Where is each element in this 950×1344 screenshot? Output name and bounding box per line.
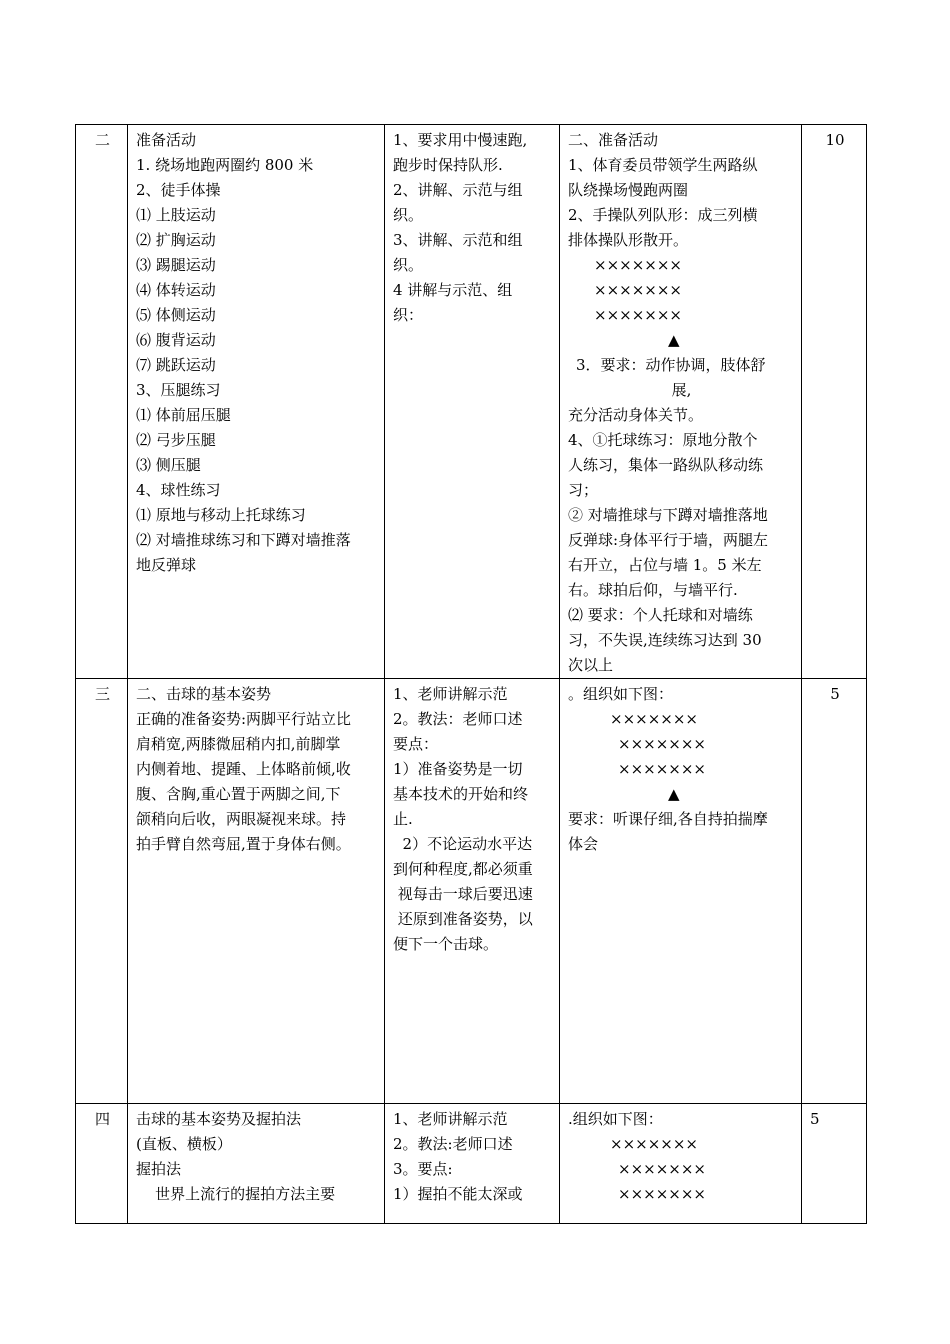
method-line: 视每击一球后要迅速 [393, 885, 533, 903]
method-line: 2。教法：老师口述 [393, 710, 523, 728]
content-line: 2、徒手体操 [136, 181, 221, 199]
org-line: ② 对墙推球与下蹲对墙推落地 [568, 506, 768, 524]
content-line: 击球的基本姿势及握拍法 [136, 1110, 302, 1128]
method-line: 1、老师讲解示范 [393, 685, 508, 703]
org-line: 4、①托球练习：原地分散个 [568, 431, 758, 449]
method-line: 跑步时保持队形. [393, 156, 503, 174]
content-line: ⑸ 体侧运动 [136, 306, 216, 324]
organization-cell [560, 679, 802, 1104]
method-line: 止. [393, 810, 413, 828]
org-line: .组织如下图： [568, 1110, 663, 1128]
method-line: 基本技术的开始和终 [393, 785, 529, 803]
time-cell: 5 [802, 679, 867, 1104]
formation-row: ××××××× [610, 1135, 698, 1153]
content-cell [128, 125, 385, 679]
content-line: ⑺ 跳跃运动 [136, 356, 216, 374]
time-cell: 10 [802, 125, 867, 679]
org-line: 次以上 [568, 656, 614, 674]
section-number: 四 [76, 1104, 128, 1224]
content-line: (直板、横板） [136, 1135, 232, 1153]
content-line: 正确的准备姿势:两脚平行站立比 [136, 710, 352, 728]
content-line: ⑹ 腹背运动 [136, 331, 216, 349]
section-number: 三 [76, 679, 128, 1104]
content-line: ⑷ 体转运动 [136, 281, 216, 299]
org-line: 体会 [568, 835, 599, 853]
method-line: 便下一个击球。 [393, 935, 499, 953]
formation-row: ××××××× [594, 281, 682, 299]
formation-row: ××××××× [594, 256, 682, 274]
formation-row: ××××××× [618, 1185, 706, 1203]
org-line: 右。球拍后仰，与墙平行. [568, 581, 738, 599]
content-line: 握拍法 [136, 1160, 182, 1178]
formation-row: ××××××× [618, 1160, 706, 1178]
method-line: 1、老师讲解示范 [393, 1110, 508, 1128]
content-line: ⑴ 体前屈压腿 [136, 406, 231, 424]
content-line: 腹、含胸,重心置于两脚之间,下 [136, 785, 341, 803]
method-line: 4 讲解与示范、组 [393, 281, 513, 299]
content-line: 颌稍向后收，两眼凝视来球。持 [136, 810, 347, 828]
org-line: 习，不失误,连续练习达到 30 [568, 631, 762, 649]
org-line: 。组织如下图： [568, 685, 674, 703]
method-line: 织： [393, 306, 424, 324]
content-line: 世界上流行的握拍方法主要 [136, 1185, 336, 1203]
method-line: 织。 [393, 256, 424, 274]
method-line: 2、讲解、示范与组 [393, 181, 523, 199]
org-line: 要求：听课仔细,各自持拍揣摩 [568, 810, 768, 828]
organization-cell [560, 125, 802, 679]
method-cell [385, 125, 560, 679]
method-line: 2）不论运动水平达 [393, 835, 533, 853]
method-cell [385, 679, 560, 1104]
org-line: 展, [671, 381, 692, 399]
section-number: 二 [76, 125, 128, 679]
formation-row: ××××××× [618, 735, 706, 753]
method-line: 3、讲解、示范和组 [393, 231, 523, 249]
formation-row: ××××××× [594, 306, 682, 324]
org-line: 右开立，占位与墙 1。5 米左 [568, 556, 762, 574]
content-cell [128, 1104, 385, 1224]
content-line: 4、球性练习 [136, 481, 221, 499]
org-line: ⑵ 要求：个人托球和对墙练 [568, 606, 753, 624]
org-line: 1、体育委员带领学生两路纵 [568, 156, 758, 174]
content-line: 肩稍宽,两膝微屈稍内扣,前脚掌 [136, 735, 341, 753]
method-line: 3。要点: [393, 1160, 453, 1178]
method-line: 1、要求用中慢速跑, [393, 131, 528, 149]
method-line: 1）握拍不能太深或 [393, 1185, 523, 1203]
org-line: 2、手操队列队形：成三列横 [568, 206, 758, 224]
time-cell: 5 [802, 1104, 867, 1224]
table-row [76, 1104, 867, 1224]
method-line: 到何种程度,都必须重 [393, 860, 533, 878]
content-line: ⑶ 踢腿运动 [136, 256, 216, 274]
org-line: 人练习，集体一路纵队移动练 [568, 456, 764, 474]
method-line: 要点： [393, 735, 439, 753]
content-line: 准备活动 [136, 131, 197, 149]
org-line: 充分活动身体关节。 [568, 406, 704, 424]
formation-row: ××××××× [610, 710, 698, 728]
table-row [76, 679, 867, 1104]
org-line: 队绕操场慢跑两圈 [568, 181, 689, 199]
org-line: 二、准备活动 [568, 131, 659, 149]
content-line: 3、压腿练习 [136, 381, 221, 399]
content-line: ⑵ 扩胸运动 [136, 231, 216, 249]
content-line: 1. 绕场地跑两圈约 800 米 [136, 156, 314, 174]
formation-row: ××××××× [618, 760, 706, 778]
method-line: 2。教法:老师口述 [393, 1135, 513, 1153]
method-line: 1）准备姿势是一切 [393, 760, 523, 778]
method-line: 还原到准备姿势，以 [393, 910, 533, 928]
content-line: ⑵ 弓步压腿 [136, 431, 216, 449]
content-line: 内侧着地、提踵、上体略前倾,收 [136, 760, 351, 778]
org-line: 习； [568, 481, 599, 499]
content-line: ⑶ 侧压腿 [136, 456, 201, 474]
content-line: 拍手臂自然弯屈,置于身体右侧。 [136, 835, 351, 853]
org-line: 反弹球:身体平行于墙，两腿左 [568, 531, 769, 549]
content-line: ⑵ 对墙推球练习和下蹲对墙推落 [136, 531, 351, 549]
content-line: 地反弹球 [136, 556, 197, 574]
table-row [76, 125, 867, 679]
lesson-plan-table [75, 124, 867, 1224]
method-line: 织。 [393, 206, 424, 224]
content-line: ⑴ 上肢运动 [136, 206, 216, 224]
organization-cell [560, 1104, 802, 1224]
teacher-triangle-icon: ▲ [668, 785, 680, 803]
method-cell [385, 1104, 560, 1224]
org-line: 排体操队形散开。 [568, 231, 689, 249]
content-line: 二、击球的基本姿势 [136, 685, 272, 703]
content-cell [128, 679, 385, 1104]
teacher-triangle-icon: ▲ [668, 331, 680, 349]
content-line: ⑴ 原地与移动上托球练习 [136, 506, 306, 524]
org-line: 3．要求：动作协调，肢体舒 [576, 356, 766, 374]
